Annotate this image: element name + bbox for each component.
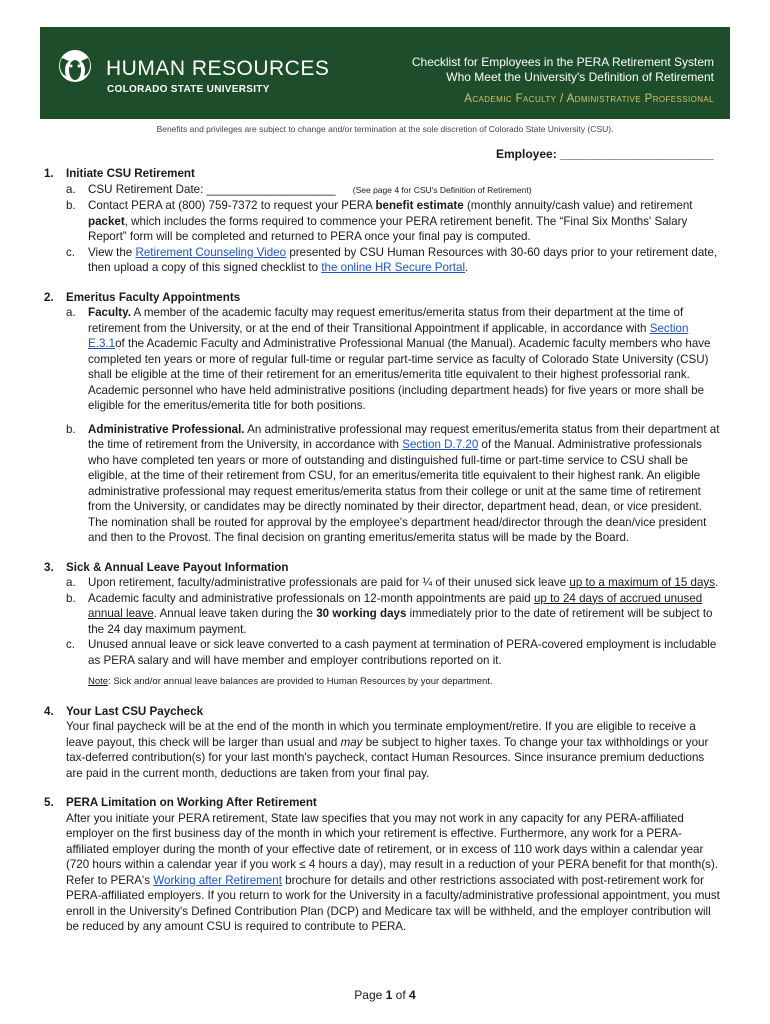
item-bold: Faculty.	[88, 306, 131, 319]
section-5	[40, 795, 724, 935]
item-text: Your final paycheck will be at the end of the month in which you terminate employment/retire. If you are eligible to receive a leave payout, this check will be larger than usual and	[66, 720, 696, 749]
item-italic: may	[340, 735, 363, 749]
item-text: Upon retirement, faculty/administrative professionals are paid for ¼ of their unused sick leave	[88, 576, 570, 589]
note-label: Note	[88, 676, 109, 687]
brand-subtitle: COLORADO STATE UNIVERSITY	[107, 84, 270, 95]
item-bold: Administrative Professional.	[88, 422, 245, 436]
section-d720-link[interactable]: Section D.7.20	[402, 438, 479, 451]
page-number: 1	[385, 988, 393, 1002]
item-letter: a.	[66, 576, 76, 589]
retirement-date-field: CSU Retirement Date: ____________________	[88, 182, 336, 196]
item-letter: c.	[66, 245, 76, 259]
item-text: .	[715, 576, 719, 589]
ram-head-icon	[56, 46, 94, 90]
section-title: Initiate CSU Retirement	[66, 167, 195, 180]
item-underline: up to a maximum of 15 days	[569, 576, 716, 589]
item-letter: b.	[66, 591, 76, 605]
title-line-2: Who Meet the University's Definition of Retirement	[446, 70, 714, 84]
section-number: 4.	[44, 704, 54, 718]
section-number: 1.	[44, 167, 54, 180]
section-title: PERA Limitation on Working After Retirement	[66, 796, 317, 809]
section-paragraph	[40, 719, 724, 781]
list-item	[40, 575, 724, 591]
section-number: 2.	[44, 290, 54, 304]
item-text: (monthly annuity/cash value) and retirement	[463, 199, 693, 212]
list-item	[40, 305, 724, 414]
section-paragraph	[40, 811, 724, 935]
item-text: A member of the academic faculty may request emeritus/emerita status from their department at the time of retirement from the University, or at the end of their Transitional Appointment if applicable, in accordance with	[88, 306, 684, 335]
employee-field: Employee: _______________________	[496, 147, 714, 161]
page-label: Page	[354, 988, 386, 1002]
section-number: 3.	[44, 560, 54, 574]
item-bold: benefit estimate	[375, 199, 464, 212]
item-text: immediately prior to the date of retirement will be subject to the 24 day maximum payment.	[88, 607, 713, 636]
list-item	[40, 198, 724, 245]
section-e31-link[interactable]: Section E.3.1	[88, 321, 689, 350]
item-letter: a.	[66, 306, 76, 319]
item-text: View the	[88, 245, 136, 259]
section-heading	[40, 704, 724, 720]
item-letter: c.	[66, 638, 76, 651]
section-title: Emeritus Faculty Appointments	[66, 290, 241, 304]
definition-note: (See page 4 for CSU's Definition of Retirement)	[352, 184, 532, 195]
item-text: After you initiate your PERA retirement, State law specifies that you may not work in any capacity for any PERA-affiliated employer on the first business day of the month in which your retirement is effective. Furthermore, any work for a PERA-affiliated employer during the month of your effective date of retirement, or in excess of 110 work days within a calendar year (720 hours within a calendar year if you work ≤ 4 hours a day), may result in a reduction of your PERA benefit for that month(s). Refer to PERA's	[66, 811, 719, 887]
item-letter: b.	[66, 422, 76, 436]
item-bold: 30 working days	[316, 607, 407, 620]
retirement-video-link[interactable]: Retirement Counseling Video	[135, 245, 287, 259]
item-text: be subject to higher taxes. To change your tax withholdings or your tax-deferred contribution(s) for your last month's paycheck, contact Human Resources. Since insurance premium deductions are paid in the current month, deductions are taken from your final pay.	[66, 735, 709, 780]
item-text: .	[465, 261, 469, 274]
section-heading	[40, 795, 724, 811]
page-of: of	[392, 988, 410, 1002]
item-underline: up to 24 days of accrued unused annual leave	[88, 591, 703, 620]
item-text: , which includes the forms required to commence your PERA retirement benefit. The “Final Six Months' Salary Report” form will be completed and returned to PERA once your final pay is computed.	[88, 214, 688, 243]
section-title: Sick & Annual Leave Payout Information	[66, 560, 289, 574]
item-text: . Annual leave taken during the	[153, 607, 317, 620]
title-line-1: Checklist for Employees in the PERA Retirement System	[411, 55, 714, 69]
hr-secure-portal-link[interactable]: the online HR Secure Portal	[321, 261, 466, 274]
item-text: Unused annual leave or sick leave converted to a cash payment at termination of PERA-covered employment is includable as PERA salary and will have member and employer contributions reported on it.	[88, 638, 717, 667]
section-heading	[40, 560, 724, 576]
list-item	[40, 245, 724, 276]
document-subtitle: Academic Faculty / Administrative Professional	[464, 93, 714, 105]
leave-balance-note	[40, 674, 724, 690]
section-title: Your Last CSU Paycheck	[66, 704, 204, 718]
section-3	[40, 560, 724, 690]
document-title	[412, 55, 714, 85]
item-text: of the Manual. Administrative professionals who have completed ten years or more of outstanding and distinguished full-time or part-time service to CSU shall be eligible, at the time of their retirement from CSU, for an emeritus/emerita title equivalent to their highest rank. An eligible administrative professional may request emeritus/emerita status from their college or unit at the same time of retirement from the University, or candidates may be directly nominated by their director, department head, dean, or vice president. The nomination shall be routed for approval by the employee's department head/director through the dean/vice president and then to the Provost. The final decision on granting emeritus/emerita status will be made by the Board.	[88, 438, 707, 544]
disclaimer: Benefits and privileges are subject to change and/or termination at the sole discretion of Colorado State University (CSU).	[156, 124, 614, 134]
note-text: : Sick and/or annual leave balances are provided to Human Resources by your department.	[108, 676, 493, 687]
item-text: brochure for details and other restrictions associated with post-retirement work for PERA-affiliated employers. If you return to work for the University in a faculty/administrative professional appointment, you must enroll in the University's Defined Contribution Plan (DCP) and Medicare tax will be withheld, and the employer contribution will be reduced by any amount CSU is required to contribute to PERA.	[66, 873, 720, 933]
item-text: presented by CSU Human Resources with 30-60 days prior to your retirement date, then upload a copy of this signed checklist to	[88, 245, 718, 274]
header-banner	[40, 27, 730, 119]
section-1	[40, 166, 724, 276]
section-number: 5.	[44, 796, 54, 809]
item-letter: a.	[66, 182, 76, 196]
page-total: 4	[409, 988, 416, 1002]
working-after-retirement-link[interactable]: Working after Retirement	[153, 873, 282, 887]
section-2	[40, 290, 724, 546]
item-bold: packet	[88, 214, 125, 228]
item-text: Contact PERA at (800) 759-7372 to request your PERA	[88, 199, 376, 212]
section-4	[40, 704, 724, 782]
brand-name: HUMAN RESOURCES	[106, 57, 330, 80]
list-item	[40, 422, 724, 546]
page-footer	[0, 988, 770, 1002]
list-item	[40, 182, 724, 199]
item-text: Academic faculty and administrative professionals on 12-month appointments are paid	[88, 591, 534, 605]
item-text: An administrative professional may request emeritus/emerita status from their department at the time of retirement from the University, in accordance with	[88, 422, 720, 451]
section-heading	[40, 166, 724, 182]
item-text: of the Academic Faculty and Administrative Professional Manual (the Manual). Academic faculty members who have completed ten years or more of regular full-time or regular part-time service as faculty of Colorado State University (CSU) shall be eligible at the time of their retirement for an emeritus/emerita title equivalent to their highest professorial rank. Academic personnel who have held administrative positions (including department heads) for five years or more shall be eligible for the emeritus/emerita title for both positions.	[88, 337, 711, 412]
section-heading	[40, 290, 724, 306]
checklist-body	[40, 166, 724, 943]
list-item	[40, 637, 724, 668]
item-letter: b.	[66, 199, 76, 212]
list-item	[40, 591, 724, 638]
